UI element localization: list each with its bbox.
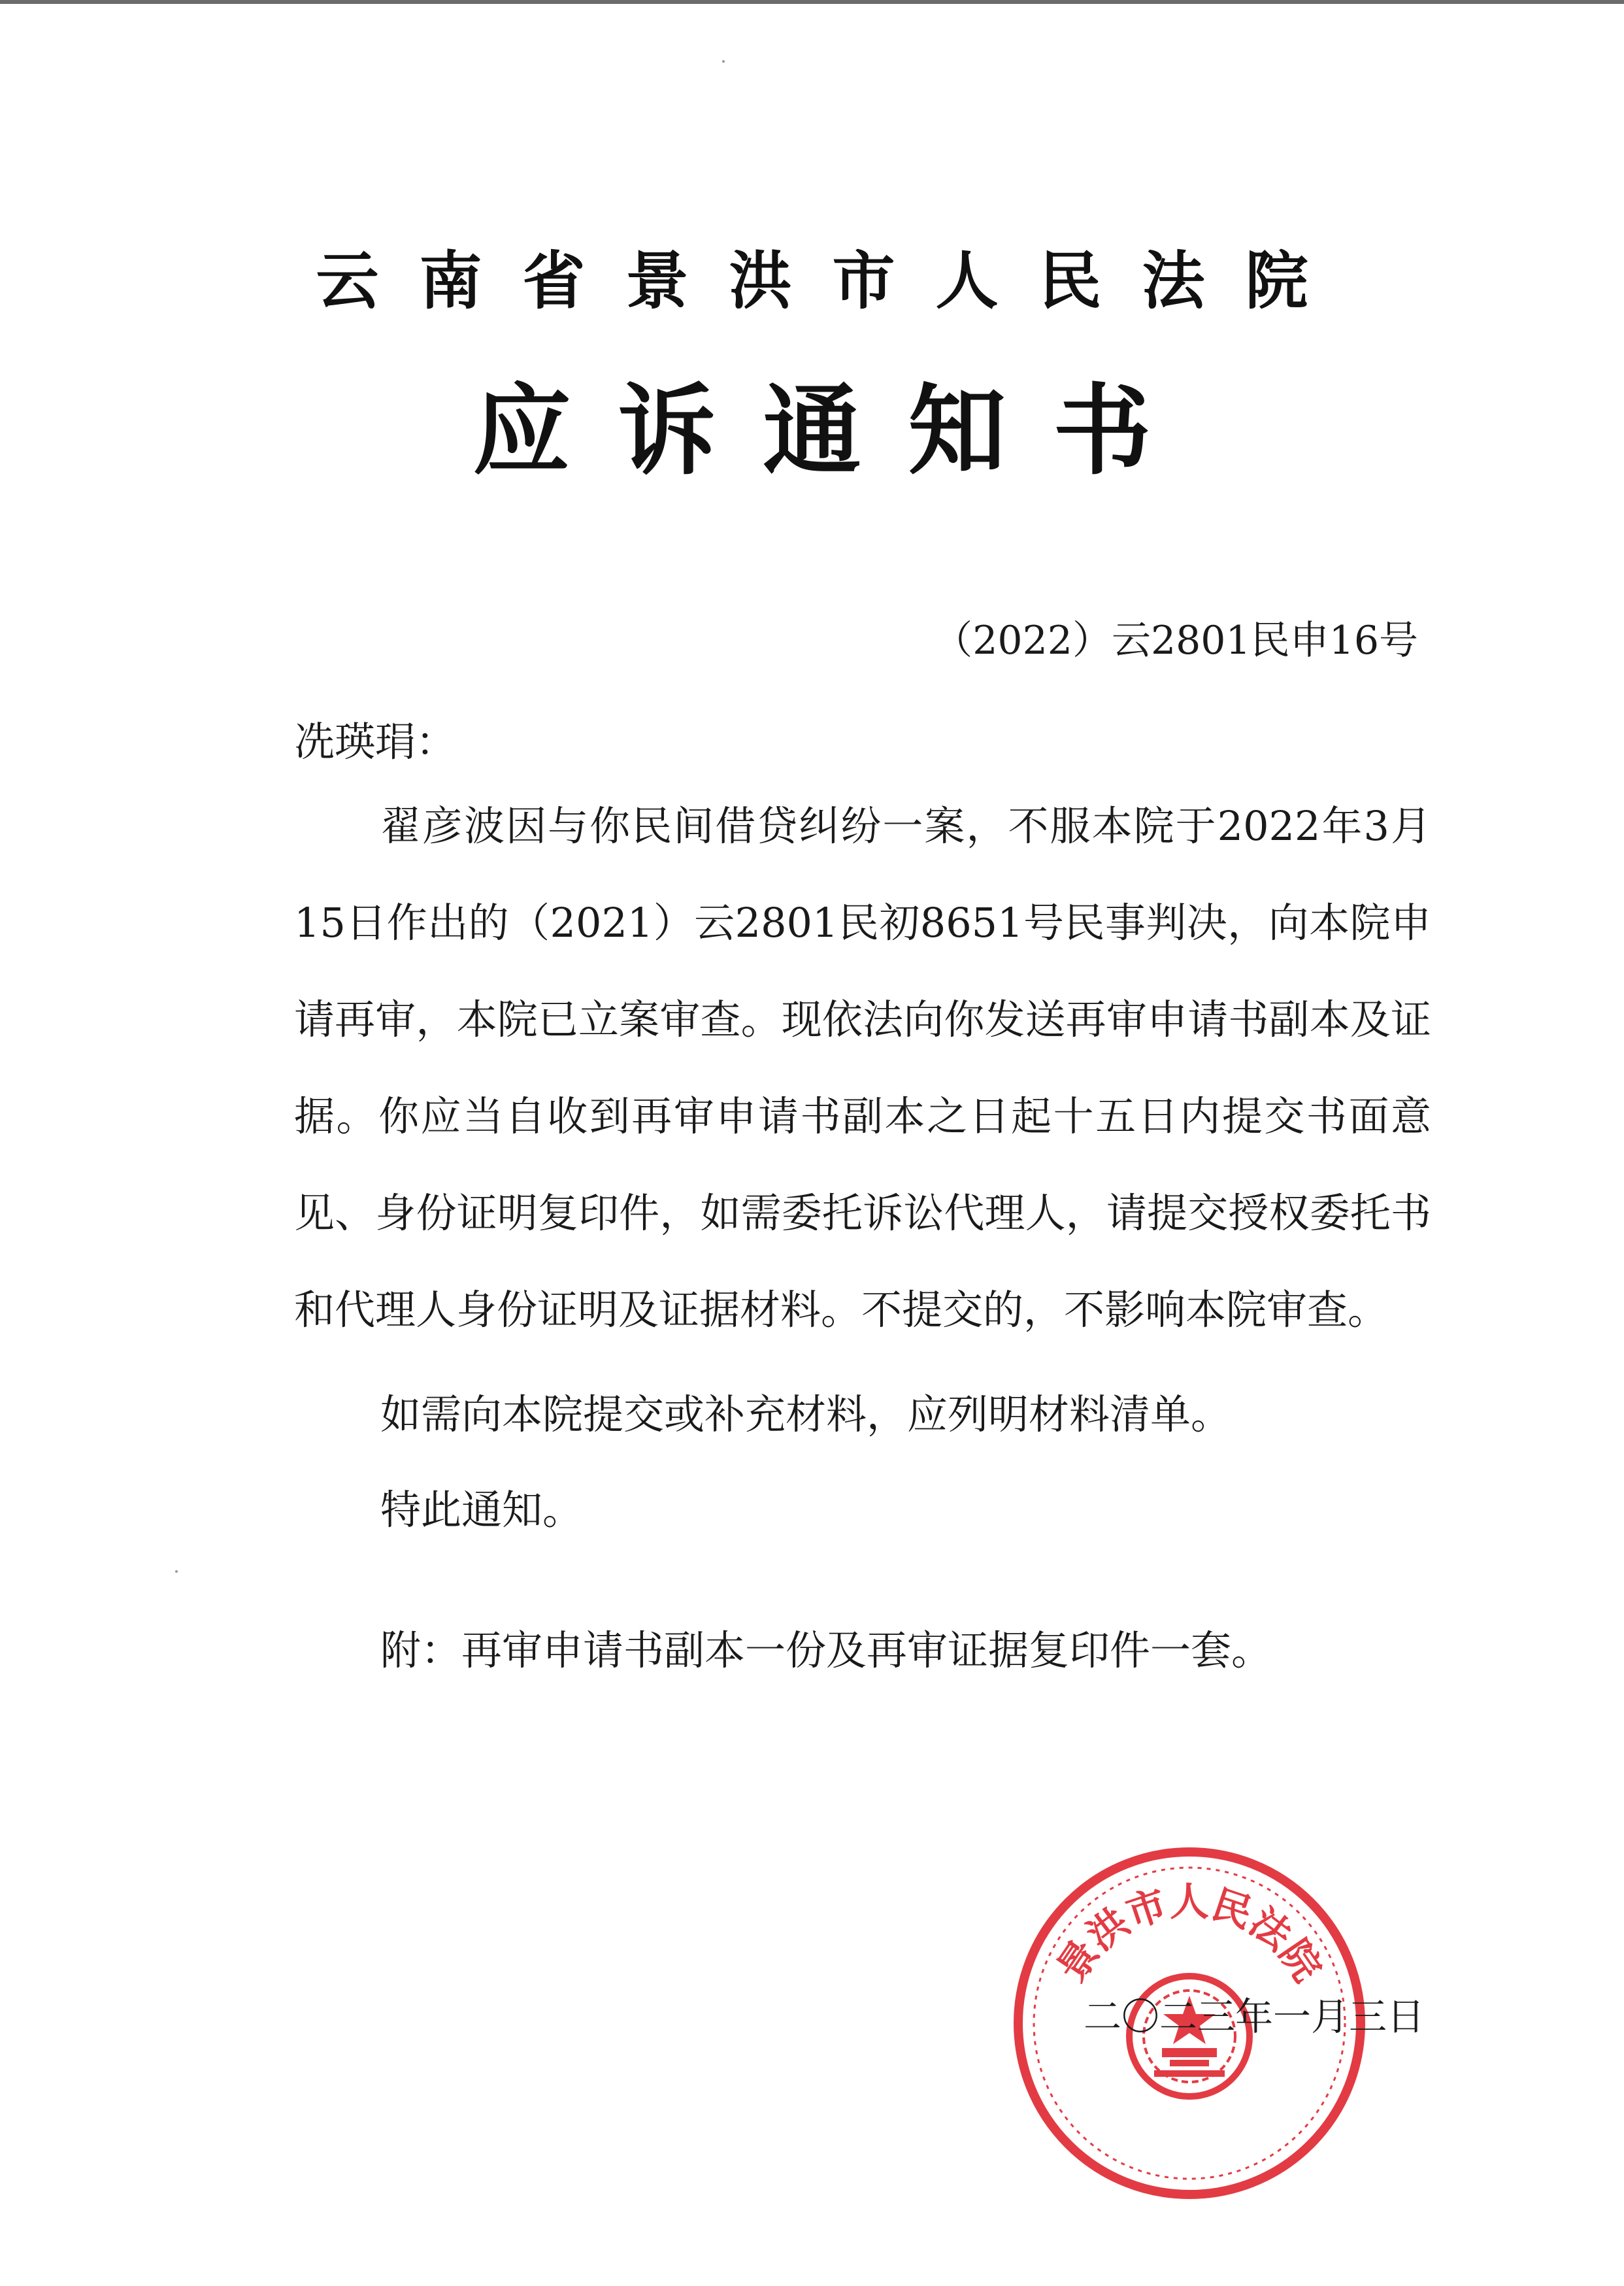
scan-speck — [722, 60, 725, 63]
recipient-name: 冼瑛琄： — [294, 718, 457, 765]
attachment-note: 附：再审申请书副本一份及再审证据复印件一套。 — [380, 1626, 1272, 1674]
scan-edge — [0, 0, 1624, 4]
issue-date: 二〇二三年一月三日 — [1083, 1994, 1425, 2039]
document-title: 应诉通知书 — [472, 375, 1199, 488]
body-paragraph-closing: 特此通知。 — [380, 1486, 584, 1534]
body-paragraph-main: 翟彦波因与你民间借贷纠纷一案，不服本院于2022年3月15日作出的（2021）云2801民初8651号民事判决，向本院申请再审，本院已立案审查。现依法向你发送再审申请书副本及证据。你应当自收到再审申请书副本之日起十五日内提交书面意见、身份证明复印件，如需委托诉讼代理人，请提交授权委托书和代理人身份证明及证据材料。不提交的，不影响本院审查。 — [294, 802, 1431, 1334]
case-number: （2022）云2801民申16号 — [933, 618, 1418, 664]
court-name: 云南省景洪市人民法院 — [316, 244, 1349, 318]
scan-speck — [175, 1570, 178, 1573]
body-paragraph-materials: 如需向本院提交或补充材料，应列明材料清单。 — [380, 1390, 1232, 1438]
seal-text: 景洪市人民法院 — [1048, 1879, 1331, 1991]
